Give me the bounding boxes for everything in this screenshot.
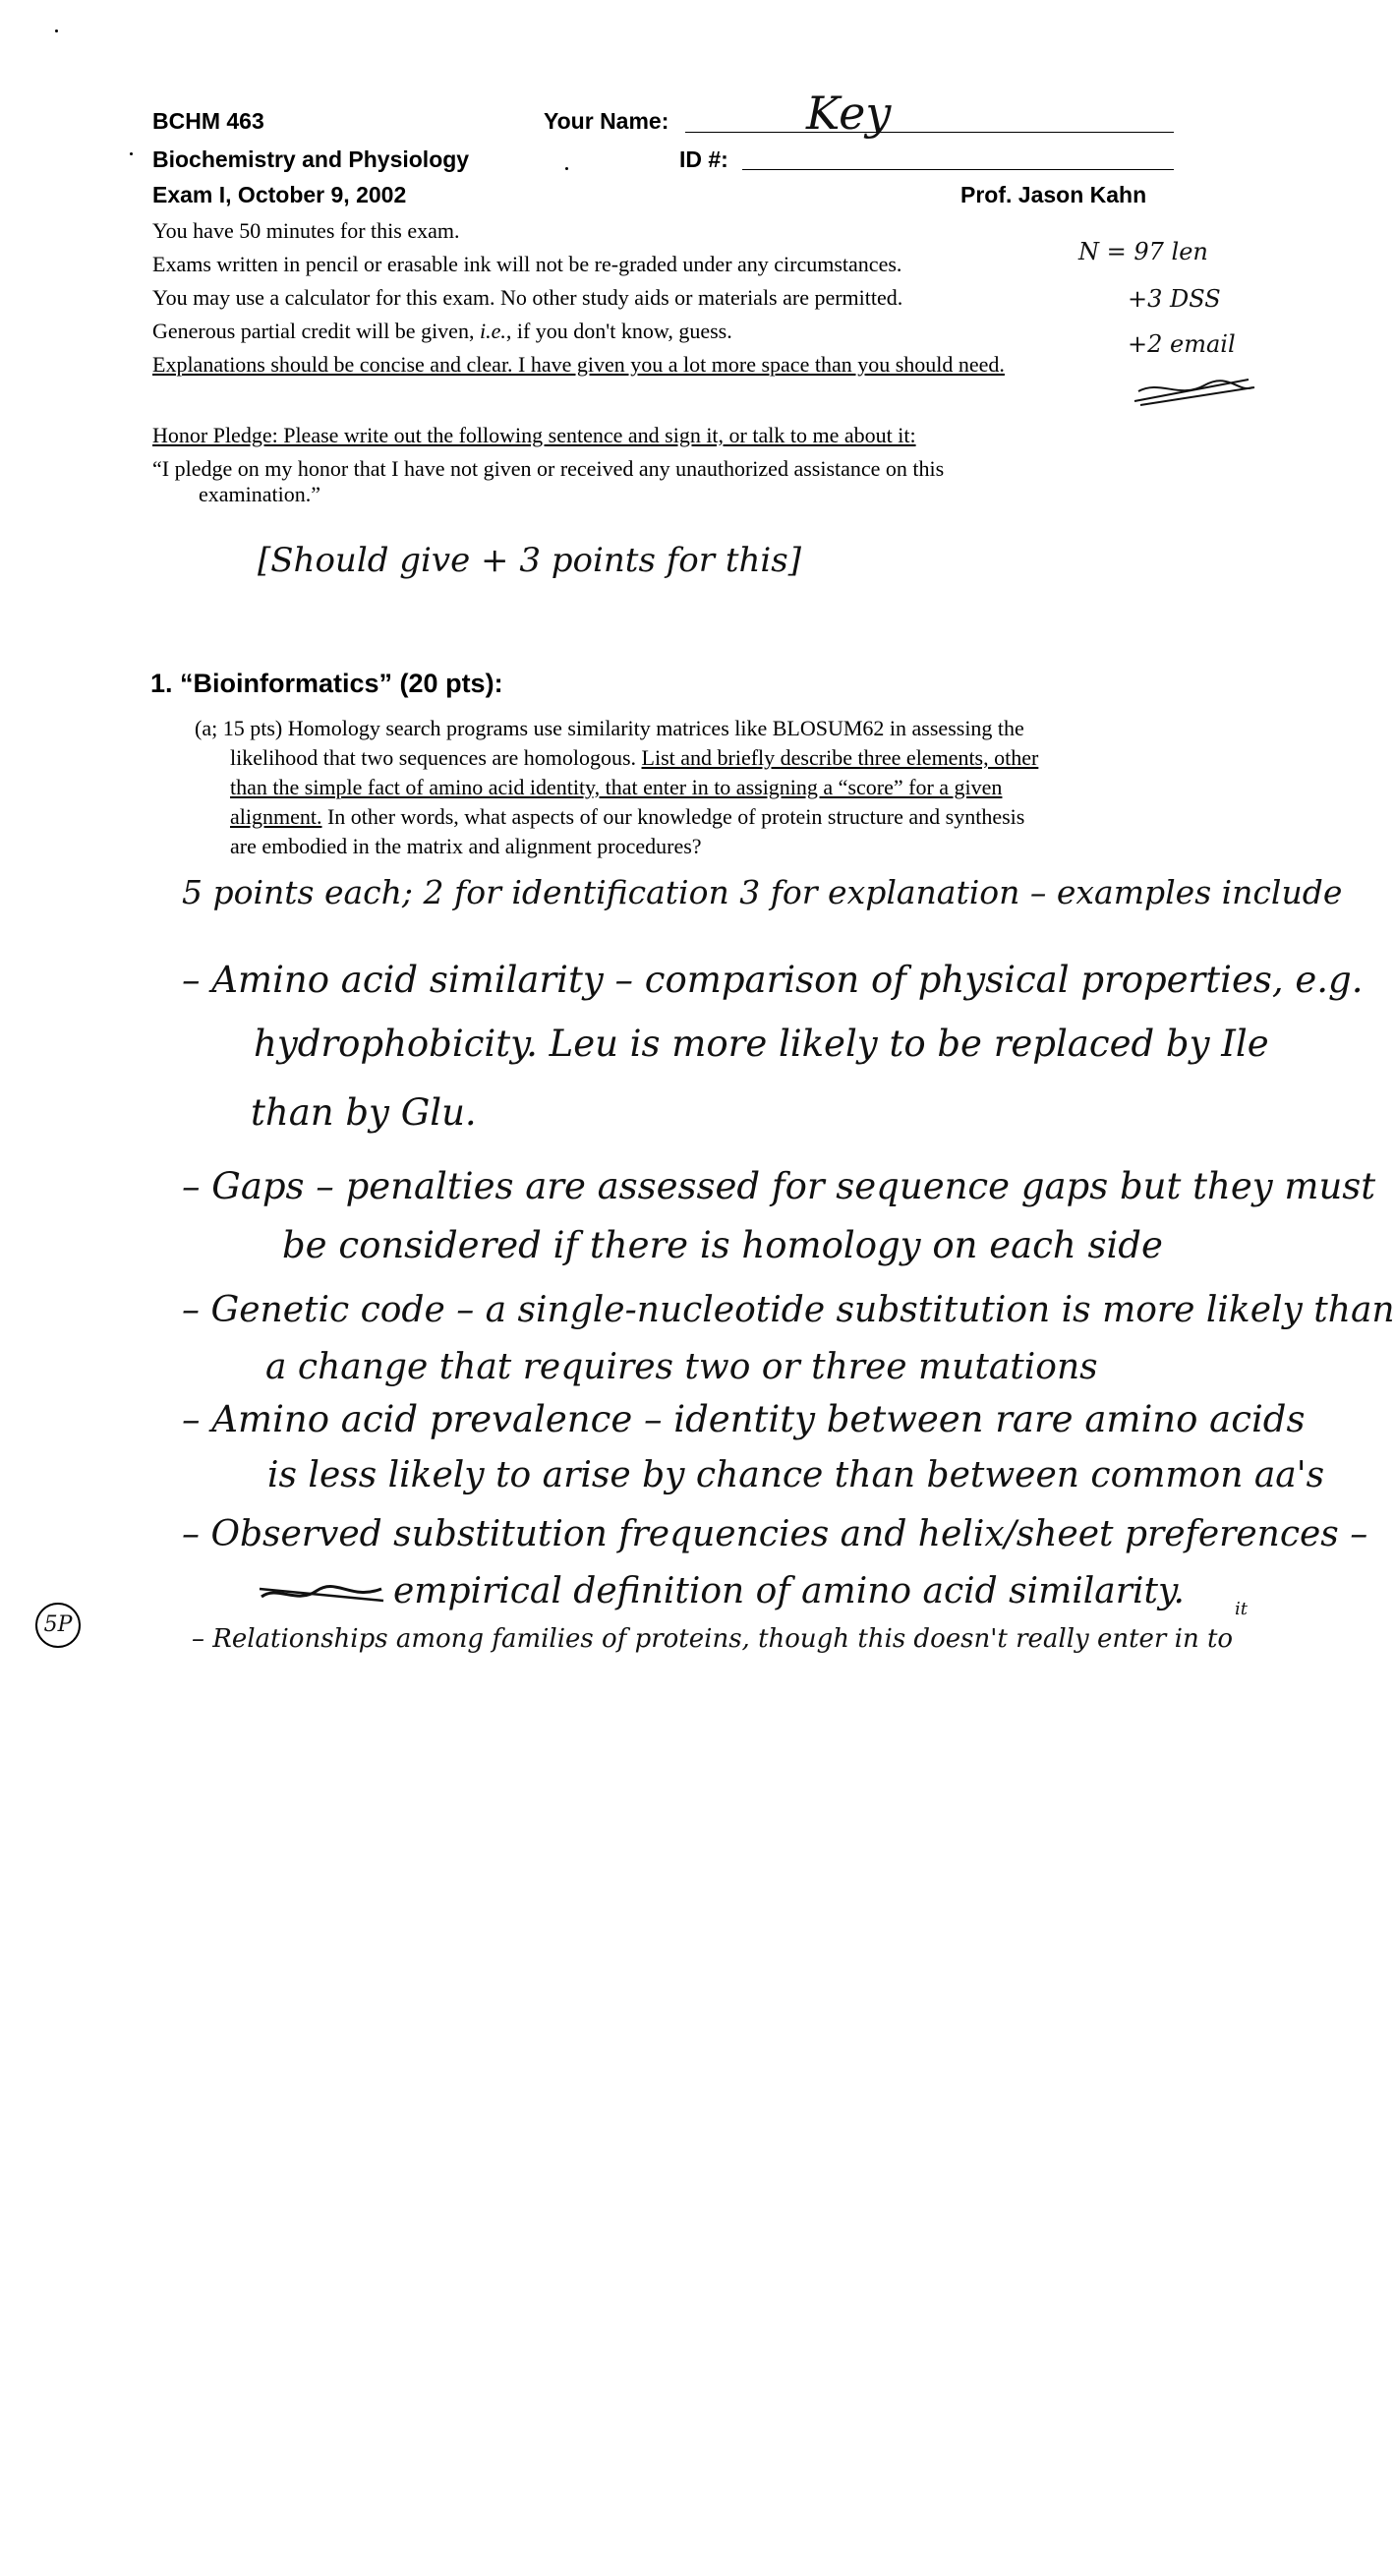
instruction-calculator: You may use a calculator for this exam. No other study aids or materials are permitted. — [152, 285, 903, 310]
answer-line-13: it — [1235, 1599, 1248, 1619]
answer-line-4: – Gaps – penalties are assessed for sequence gaps but they must — [182, 1165, 1376, 1207]
crossed-out-word — [258, 1575, 385, 1614]
margin-note-dss: +3 DSS — [1128, 285, 1221, 313]
question-1-title: 1. “Bioinformatics” (20 pts): — [150, 669, 503, 698]
question-1a-text: (a; 15 pts) Homology search programs use similarity matrices like BLOSUM62 in assessing the likelihood that two sequences are homologous. List and briefly describe three elements, other than the simple fact of amino acid identity, that enter in to assigning a “score” for a given alignment. In other words, what aspects of our knowledge of protein structure and synthesis are embodied in the matrix and alignment procedures? — [195, 716, 1039, 858]
answer-line-7: a change that requires two or three mutations — [265, 1347, 1098, 1387]
professor: Prof. Jason Kahn — [960, 182, 1147, 207]
honor-pledge-line2: examination.” — [199, 482, 321, 506]
answer-line-9: is less likely to arise by chance than between common aa's — [267, 1455, 1325, 1495]
scan-speck — [55, 29, 58, 32]
your-name-label: Your Name: — [544, 108, 669, 134]
answer-line-3: than by Glu. — [251, 1091, 477, 1134]
answer-line-10: – Observed substitution frequencies and helix/sheet preferences – — [182, 1514, 1368, 1554]
margin-note-count: N = 97 len — [1078, 238, 1208, 265]
crossed-out-scribble — [1131, 374, 1258, 413]
margin-note-email: +2 email — [1128, 330, 1236, 358]
course-code: BCHM 463 — [152, 108, 264, 134]
instruction-time: You have 50 minutes for this exam. — [152, 218, 460, 243]
answer-line-6: – Genetic code – a single-nucleotide substitution is more likely than — [182, 1290, 1395, 1330]
instruction-partial-credit: Generous partial credit will be given, i.e., if you don't know, guess. — [152, 319, 732, 343]
scan-speck — [130, 152, 133, 155]
answer-line-scoring: 5 points each; 2 for identification 3 for explanation – examples include — [182, 873, 1343, 911]
id-underline — [742, 169, 1174, 170]
instruction-explanations: Explanations should be concise and clear. I have given you a lot more space than you should need. — [152, 352, 1005, 377]
honor-pledge-title: Honor Pledge: Please write out the following sentence and sign it, or talk to me about it: — [152, 423, 916, 447]
honor-pledge-line1: “I pledge on my honor that I have not given or received any unauthorized assistance on this — [152, 456, 945, 481]
answer-line-12: – Relationships among families of proteins, though this doesn't really enter in to — [192, 1624, 1234, 1654]
answer-line-2: hydrophobicity. Leu is more likely to be replaced by Ile — [254, 1023, 1269, 1065]
answer-line-1: – Amino acid similarity – comparison of physical properties, e.g. — [182, 959, 1364, 1001]
score-circle: 5P — [35, 1603, 81, 1648]
id-label: ID #: — [679, 146, 728, 172]
course-name: Biochemistry and Physiology — [152, 146, 470, 172]
name-underline — [685, 132, 1174, 133]
instruction-pencil: Exams written in pencil or erasable ink will not be re-graded under any circumstances. — [152, 252, 902, 276]
exam-title: Exam I, October 9, 2002 — [152, 182, 407, 207]
answer-line-8: – Amino acid prevalence – identity between rare amino acids — [182, 1398, 1306, 1440]
honor-handwritten-note: [Should give + 3 points for this] — [258, 541, 801, 580]
answer-line-11: empirical definition of amino acid similarity. — [393, 1571, 1185, 1611]
answer-line-5: be considered if there is homology on each side — [282, 1224, 1163, 1266]
scan-speck — [565, 167, 568, 170]
your-name-value: Key — [806, 87, 892, 140]
